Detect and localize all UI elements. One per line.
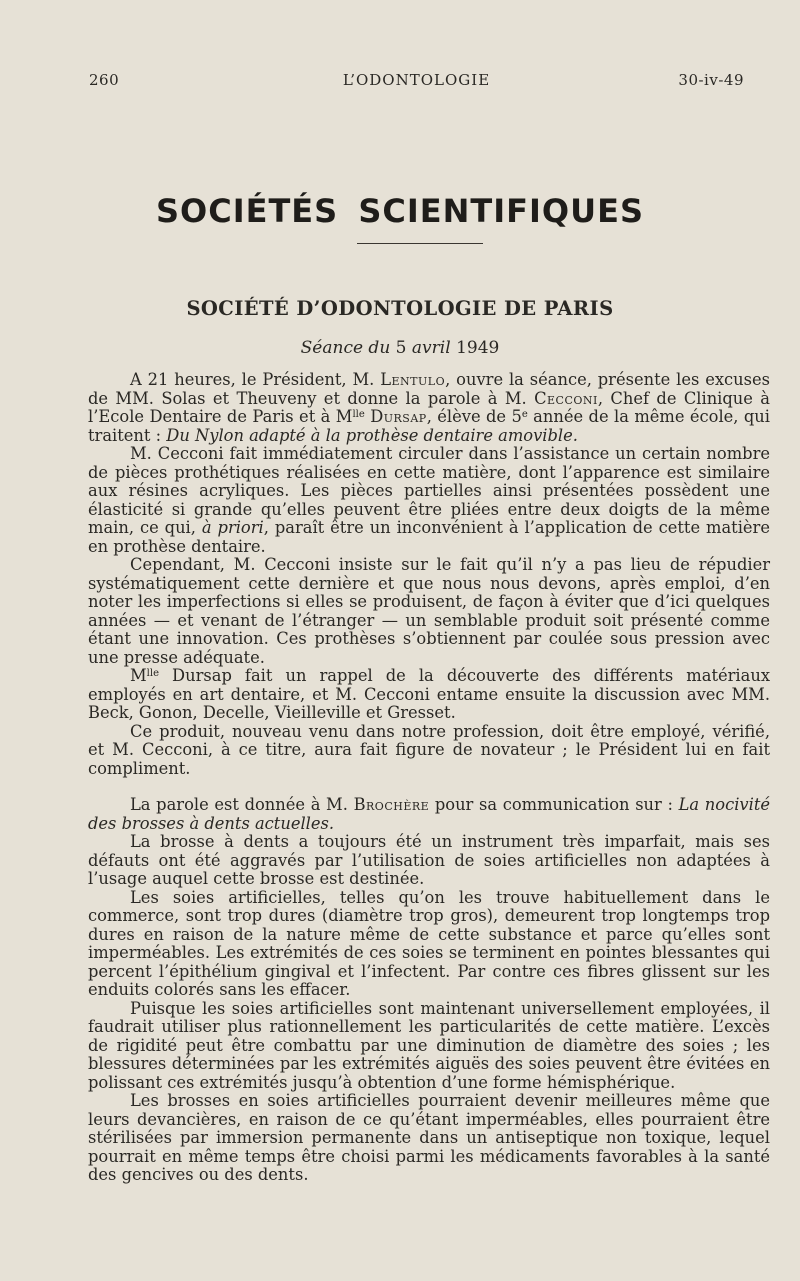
article-body xyxy=(88,371,770,1185)
paragraph-4 xyxy=(88,667,770,723)
paragraph-2 xyxy=(88,445,770,556)
session-label: Séance du xyxy=(300,338,391,358)
paragraph-6 xyxy=(88,796,770,833)
text-run: , élève de 5 xyxy=(426,407,522,426)
communication-title: Du Nylon adapté à la prothèse dentaire amovible. xyxy=(166,425,578,445)
paragraph-1 xyxy=(88,371,770,445)
journal-name: L’ODONTOLOGIE xyxy=(342,71,491,89)
superscript: lle xyxy=(352,409,365,420)
text-run: A 21 heures, le Président, M. xyxy=(130,370,381,389)
paragraph-5: Ce produit, nouveau venu dans notre profession, doit être employé, vérifié, et M. Cecconi, à ce titre, aura fait figure de novateur ; le Président lui en fait compliment. xyxy=(88,721,770,778)
paragraph-9: Puisque les soies artificielles sont maintenant universellement employées, il faudrait utiliser plus rationnellement les particularités de cette matière. L’excès de rigidité peut être combattu par une diminution de diamètre des soies ; les blessures déterminées par les extrémités aiguës des soies peuvent être évitées en polissant ces extrémités jusqu’à obtention d’une forme hémisphérique. xyxy=(88,998,770,1092)
text-run: pour sa communication sur : xyxy=(429,795,679,814)
name-brochere: Brochère xyxy=(353,795,430,814)
name-cecconi: Cecconi xyxy=(534,388,598,408)
paragraph-8: Les soies artificielles, telles qu’on les trouve habituellement dans le commerce, sont trop dures (diamètre trop gros), demeurent trop longtemps trop dures en raison de la nature même de cette substance et parce qu’elles sont imperméables. Les extrémités de ces soies se terminent en pointes blessantes qui percent l’épithélium gingival et l’infectent. Par contre ces fibres glissent sur les enduits colorés sans les effacer. xyxy=(88,887,770,999)
text-run: Dursap fait un rappel de la découverte des différents matériaux employés en art dentaire, et M. Cecconi entame ensuite la discussion avec MM. Beck, Gonon, Decelle, Vieilleville et Gresset. xyxy=(88,666,770,722)
session-day: 5 xyxy=(395,338,407,358)
text-run: M xyxy=(130,666,147,685)
italic-phrase: à priori xyxy=(201,518,264,537)
text-run: , Chef de Clinique à l’Ecole Dentaire de Paris et à M xyxy=(88,388,771,426)
superscript: lle xyxy=(146,668,159,679)
session-year: 1949 xyxy=(456,338,500,358)
title-divider xyxy=(357,243,483,244)
text-run: année de la même école, qui traitent : xyxy=(88,407,770,445)
page-number: 260 xyxy=(89,71,120,89)
communication-title: La nocivité des brosses à dents actuelles. xyxy=(88,795,770,833)
section-title: SOCIÉTÉS SCIENTIFIQUES xyxy=(155,192,645,230)
text-run: , paraît être un inconvénient à l’application de cette matière en prothèse dentaire. xyxy=(88,518,770,556)
text-run: M. Cecconi fait immédiatement circuler dans l’assistance un certain nombre de pièces prothétiques réalisées en cette matière, dont l’apparence est similaire aux résines acryliques. Les pièces partielles ainsi présentées possèdent une élasticité si grande qu’elles peuvent être pliées entre deux doigts de la même main, ce qui, xyxy=(88,444,770,537)
name-dursap: Dursap xyxy=(370,407,427,426)
society-heading: SOCIÉTÉ D’ODONTOLOGIE DE PARIS xyxy=(186,297,614,320)
name-lentulo: Lentulo xyxy=(380,370,446,389)
paragraph-7: La brosse à dents a toujours été un instrument très imparfait, mais ses défauts ont été aggravés par l’utilisation de soies artificielles non adaptées à l’usage auquel cette brosse est destinée. xyxy=(88,832,770,888)
running-header xyxy=(89,71,744,91)
issue-date: 30-iv-49 xyxy=(678,71,744,89)
paragraph-10: Les brosses en soies artificielles pourraient devenir meilleures même que leurs devancières, en raison de ce qu’étant imperméables, elles pourraient être stérilisées par immersion permanente dans un antiseptique non toxique, lequel pourrait en même temps être choisi parmi les médicaments favorables à la santé des gencives ou des dents. xyxy=(88,1091,770,1184)
text-run: La parole est donnée à M. xyxy=(130,795,354,814)
superscript: e xyxy=(521,409,528,420)
session-date xyxy=(0,338,800,358)
session-month: avril xyxy=(411,338,451,358)
paragraph-3: Cependant, M. Cecconi insiste sur le fait qu’il n’y a pas lieu de répudier systématiquement cette dernière et que nous nous devons, après emploi, d’en noter les imperfections si elles se produisent, de façon à éviter que d’ici quelques années — et venant de l’étranger — un semblable produit soit présenté comme étant une innovation. Ces prothèses s’obtiennent par coulée sous pression avec une presse adéquate. xyxy=(88,555,770,667)
text-run: , ouvre la séance, présente les excuses de MM. Solas et Theuveny et donne la parole à M. xyxy=(88,370,770,408)
